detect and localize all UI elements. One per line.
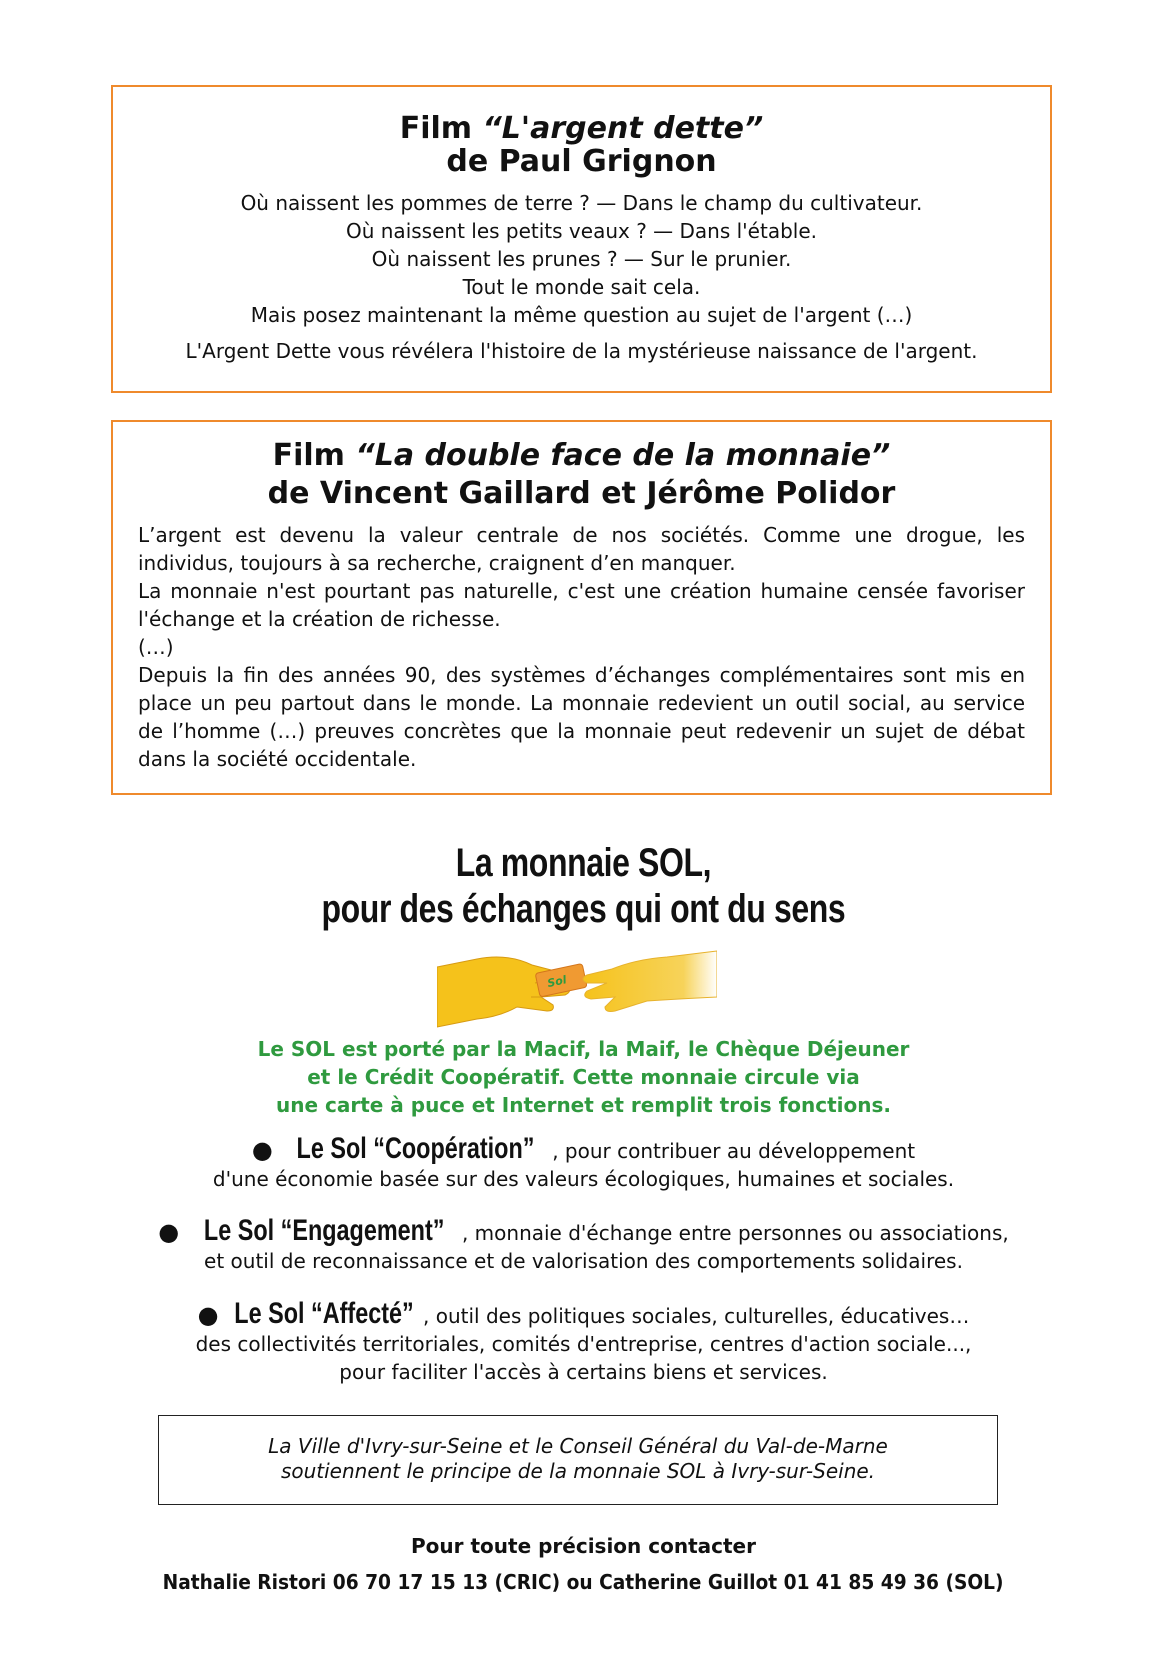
film1-line: Où naissent les petits veaux ? — Dans l'étable. <box>345 219 817 243</box>
film2-title-authors: de Vincent Gaillard et Jérôme Polidor <box>267 476 896 511</box>
green-line: et le Crédit Coopératif. Cette monnaie circule via <box>307 1065 860 1089</box>
headline-line1: La monnaie SOL, <box>455 841 712 885</box>
film2-body <box>138 521 1025 773</box>
film2-title-prefix: Film <box>272 438 356 473</box>
function-line2: d'une économie basée sur des valeurs écologiques, humaines et sociales. <box>212 1167 955 1191</box>
function-line3: pour faciliter l'accès à certains biens et services. <box>339 1360 828 1384</box>
function-affecte <box>0 1297 1167 1386</box>
contact-block <box>0 1528 1167 1600</box>
film1-line: Tout le monde sait cela. <box>462 275 701 299</box>
support-line: soutiennent le principe de la monnaie SOL à Ivry-sur-Seine. <box>280 1459 876 1483</box>
function-lead: Le Sol “Engagement” <box>203 1214 445 1247</box>
contact-details: Nathalie Ristori 06 70 17 15 13 (CRIC) ou Catherine Guillot 01 41 85 49 36 (SOL) <box>163 1570 1004 1594</box>
contact-heading: Pour toute précision contacter <box>411 1534 756 1558</box>
support-line: La Ville d'Ivry-sur-Seine et le Conseil Général du Val-de-Marne <box>268 1434 888 1458</box>
headline-line2: pour des échanges qui ont du sens <box>321 887 846 931</box>
hands-exchanging-card-icon <box>437 947 717 1029</box>
function-rest: , monnaie d'échange entre personnes ou associations, <box>461 1221 1009 1245</box>
function-line2: des collectivités territoriales, comités d'entreprise, centres d'action sociale..., <box>195 1332 972 1356</box>
function-cooperation <box>0 1132 1167 1193</box>
card-label: Sol <box>546 973 568 991</box>
function-engagement <box>0 1214 1167 1275</box>
film2-paragraph: (…) <box>138 635 174 659</box>
support-box <box>158 1415 998 1505</box>
film1-line: Où naissent les pommes de terre ? — Dans le champ du cultivateur. <box>240 191 923 215</box>
film1-title <box>113 112 1050 178</box>
sol-description <box>0 1035 1167 1119</box>
film1-lines <box>113 189 1050 329</box>
film1-title-prefix: Film <box>399 111 483 146</box>
film1-closing: L'Argent Dette vous révélera l'histoire de la mystérieuse naissance de l'argent. <box>185 339 978 363</box>
film2-title-italic: “La double face de la monnaie” <box>355 438 891 473</box>
function-lead: Le Sol “Coopération” <box>296 1132 535 1165</box>
film2-box <box>111 420 1052 795</box>
function-rest: , outil des politiques sociales, culturelles, éducatives… <box>423 1304 970 1328</box>
film1-box <box>111 85 1052 393</box>
film1-title-italic: “L'argent dette” <box>482 111 764 146</box>
film2-paragraph: La monnaie n'est pourtant pas naturelle, c'est une création humaine censée favoriser l'échange et la création de richesse. <box>138 579 1025 631</box>
film2-paragraph: L’argent est devenu la valeur centrale de nos sociétés. Comme une drogue, les individus, toujours à sa recherche, craignent d’en manquer. <box>138 523 1025 575</box>
bullet-icon: ● <box>158 1218 180 1246</box>
film1-line: Mais posez maintenant la même question au sujet de l'argent (…) <box>250 303 913 327</box>
film2-title <box>113 437 1050 513</box>
film1-title-author: de Paul Grignon <box>446 144 717 179</box>
film1-line: Où naissent les prunes ? — Sur le prunier. <box>371 247 792 271</box>
function-lead: Le Sol “Affecté” <box>234 1297 414 1330</box>
sol-headline <box>117 840 1051 932</box>
bullet-icon: ● <box>197 1301 219 1329</box>
function-line2: et outil de reconnaissance et de valorisation des comportements solidaires. <box>204 1249 963 1273</box>
bullet-icon: ● <box>251 1136 273 1164</box>
green-line: Le SOL est porté par la Macif, la Maif, le Chèque Déjeuner <box>257 1037 910 1061</box>
green-line: une carte à puce et Internet et remplit trois fonctions. <box>275 1093 891 1117</box>
film2-paragraph: Depuis la fin des années 90, des systèmes d’échanges complémentaires sont mis en place un peu partout dans le monde. La monnaie redevient un outil social, au service de l’homme (…) preuves concrètes que la monnaie peut redevenir un sujet de débat dans la société occidentale. <box>138 663 1025 771</box>
function-rest: , pour contribuer au développement <box>552 1139 916 1163</box>
